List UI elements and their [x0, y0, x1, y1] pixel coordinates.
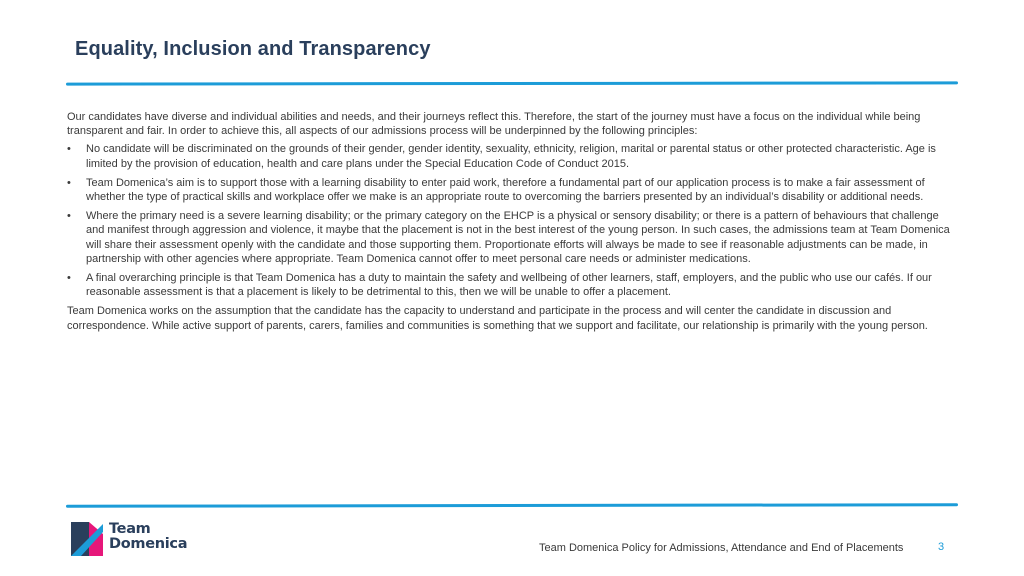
- logo-wordmark: [109, 522, 187, 552]
- intro-paragraph: Our candidates have diverse and individual abilities and needs, and their journeys reflect this. Therefore, the start of the journey must have a focus on the individual while being transparent and fair. In order to achieve this, all aspects of our admissions process will be underpinned by the following principles:: [67, 111, 921, 138]
- list-item: [67, 271, 951, 299]
- bullet-icon: •: [67, 272, 71, 285]
- team-domenica-logo: [69, 520, 209, 558]
- list-item-text: A final overarching principle is that Team Domenica has a duty to maintain the safety and wellbeing of other learners, staff, employers, and the public who use our cafés. If our reasonable assessment is that a placement is likely to be detrimental to this, then we will be unable to offer a placement.: [86, 272, 932, 299]
- logo-mark-icon: [69, 520, 105, 558]
- bullet-icon: •: [67, 210, 71, 223]
- title-divider: [66, 81, 958, 85]
- list-item: [67, 176, 951, 204]
- list-item-text: No candidate will be discriminated on the grounds of their gender, gender identity, sexuality, ethnicity, religion, marital or parental status or other protected characteristic. Age is limited by the provision of education, health and care plans under the Special Education Code of Conduct 2015.: [86, 143, 936, 170]
- list-item-text: Where the primary need is a severe learning disability; or the primary category on the EHCP is a physical or sensory disability; or there is a pattern of behaviours that challenge and manifest through aggression and violence, it maybe that the placement is not in the best interest of the young person. In such cases, the admissions team at Team Domenica will share their assessment openly with the candidate and those supporting them. Proportionate efforts will always be made to see if reasonable adjustments can be made, in partnership with other agencies where appropriate. Team Domenica cannot offer to meet personal care needs or administer medications.: [86, 210, 950, 265]
- list-item-text: Team Domenica’s aim is to support those with a learning disability to enter paid work, therefore a fundamental part of our application process is to make a fair assessment of whether the type of practical skills and workplace offer we make is an appropriate route to overcoming the barriers presented by an individual’s disability or additional needs.: [86, 176, 925, 204]
- list-item: [67, 142, 951, 170]
- footer-divider: [66, 503, 958, 508]
- list-item: [67, 209, 951, 266]
- page-number: 3: [938, 541, 945, 553]
- slide-body: [67, 110, 951, 337]
- logo-line-1: Team: [109, 521, 151, 537]
- slide-title: Equality, Inclusion and Transparency: [75, 38, 431, 60]
- bullet-icon: •: [67, 143, 71, 156]
- logo-line-2: Domenica: [109, 536, 188, 552]
- principles-list: [67, 142, 951, 299]
- closing-paragraph: Team Domenica works on the assumption that the candidate has the capacity to understand and participate in the process and will center the candidate in discussion and correspondence. While active support of parents, carers, families and communities is something that we support and facilitate, our relationship is primarily with the young person.: [67, 305, 928, 332]
- bullet-icon: •: [67, 176, 71, 189]
- footer-title: Team Domenica Policy for Admissions, Attendance and End of Placements: [539, 542, 904, 554]
